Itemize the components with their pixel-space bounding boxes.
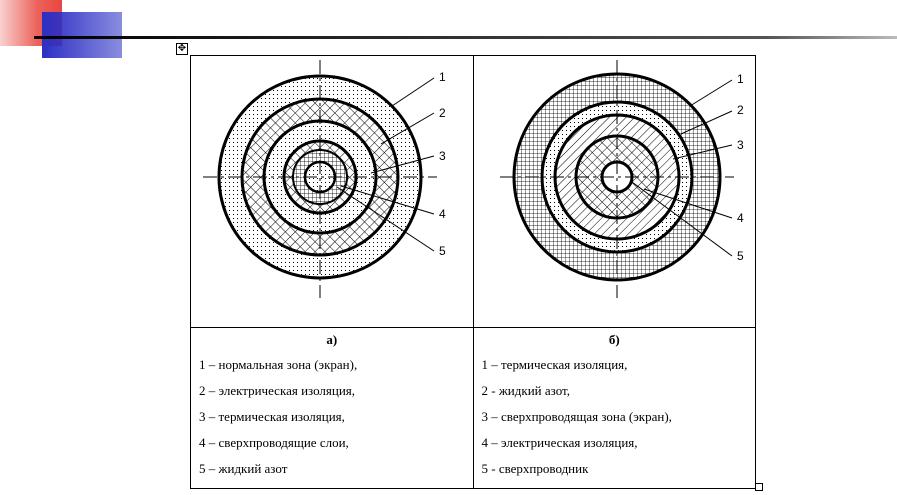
callout-b-2: 2 (736, 103, 744, 117)
header-rule (34, 36, 897, 39)
legend-a-item-5: 5 – жидкий азот (199, 461, 288, 476)
callout-b-3: 3 (736, 138, 744, 152)
move-cross-icon: ✥ (177, 43, 187, 54)
callout-a-2: 2 (439, 106, 446, 120)
legend-b-item-4: 4 – электрическая изоляция, (481, 435, 638, 450)
legend-b-item-3: 3 – сверхпроводящая зона (экран), (481, 409, 672, 424)
table-move-handle[interactable] (176, 43, 188, 55)
legend-b-item-1: 1 – термическая изоляция, (481, 357, 628, 372)
figure-b-cell (473, 56, 756, 328)
legend-a-item-2: 2 – электрическая изоляция, (199, 383, 356, 398)
legend-a (191, 328, 474, 489)
caption-a: а) (326, 332, 338, 347)
callout-b-1: 1 (736, 72, 744, 86)
callout-b-4: 4 (736, 211, 744, 225)
callout-a-5: 5 (439, 244, 446, 258)
figure-b-diagram (474, 56, 769, 322)
legend-a-item-1: 1 – нормальная зона (экран), (199, 357, 358, 372)
callout-a-4: 4 (439, 207, 446, 221)
legend-b-item-2: 2 - жидкий азот, (481, 383, 570, 398)
figure-a-cell (191, 56, 474, 328)
legend-a-item-4: 4 – сверхпроводящие слои, (199, 435, 349, 450)
caption-b: б) (608, 332, 620, 347)
legend-b (473, 328, 756, 489)
legend-a-item-3: 3 – термическая изоляция, (199, 409, 345, 424)
callout-a-1: 1 (439, 70, 446, 84)
blue-accent-square (42, 12, 122, 58)
figure-a-diagram (191, 56, 461, 322)
table-resize-handle[interactable] (755, 483, 763, 491)
figure-table (190, 55, 756, 483)
callout-a-3: 3 (439, 149, 446, 163)
legend-b-item-5: 5 - сверхпроводник (481, 461, 589, 476)
callout-b-5: 5 (736, 249, 744, 263)
